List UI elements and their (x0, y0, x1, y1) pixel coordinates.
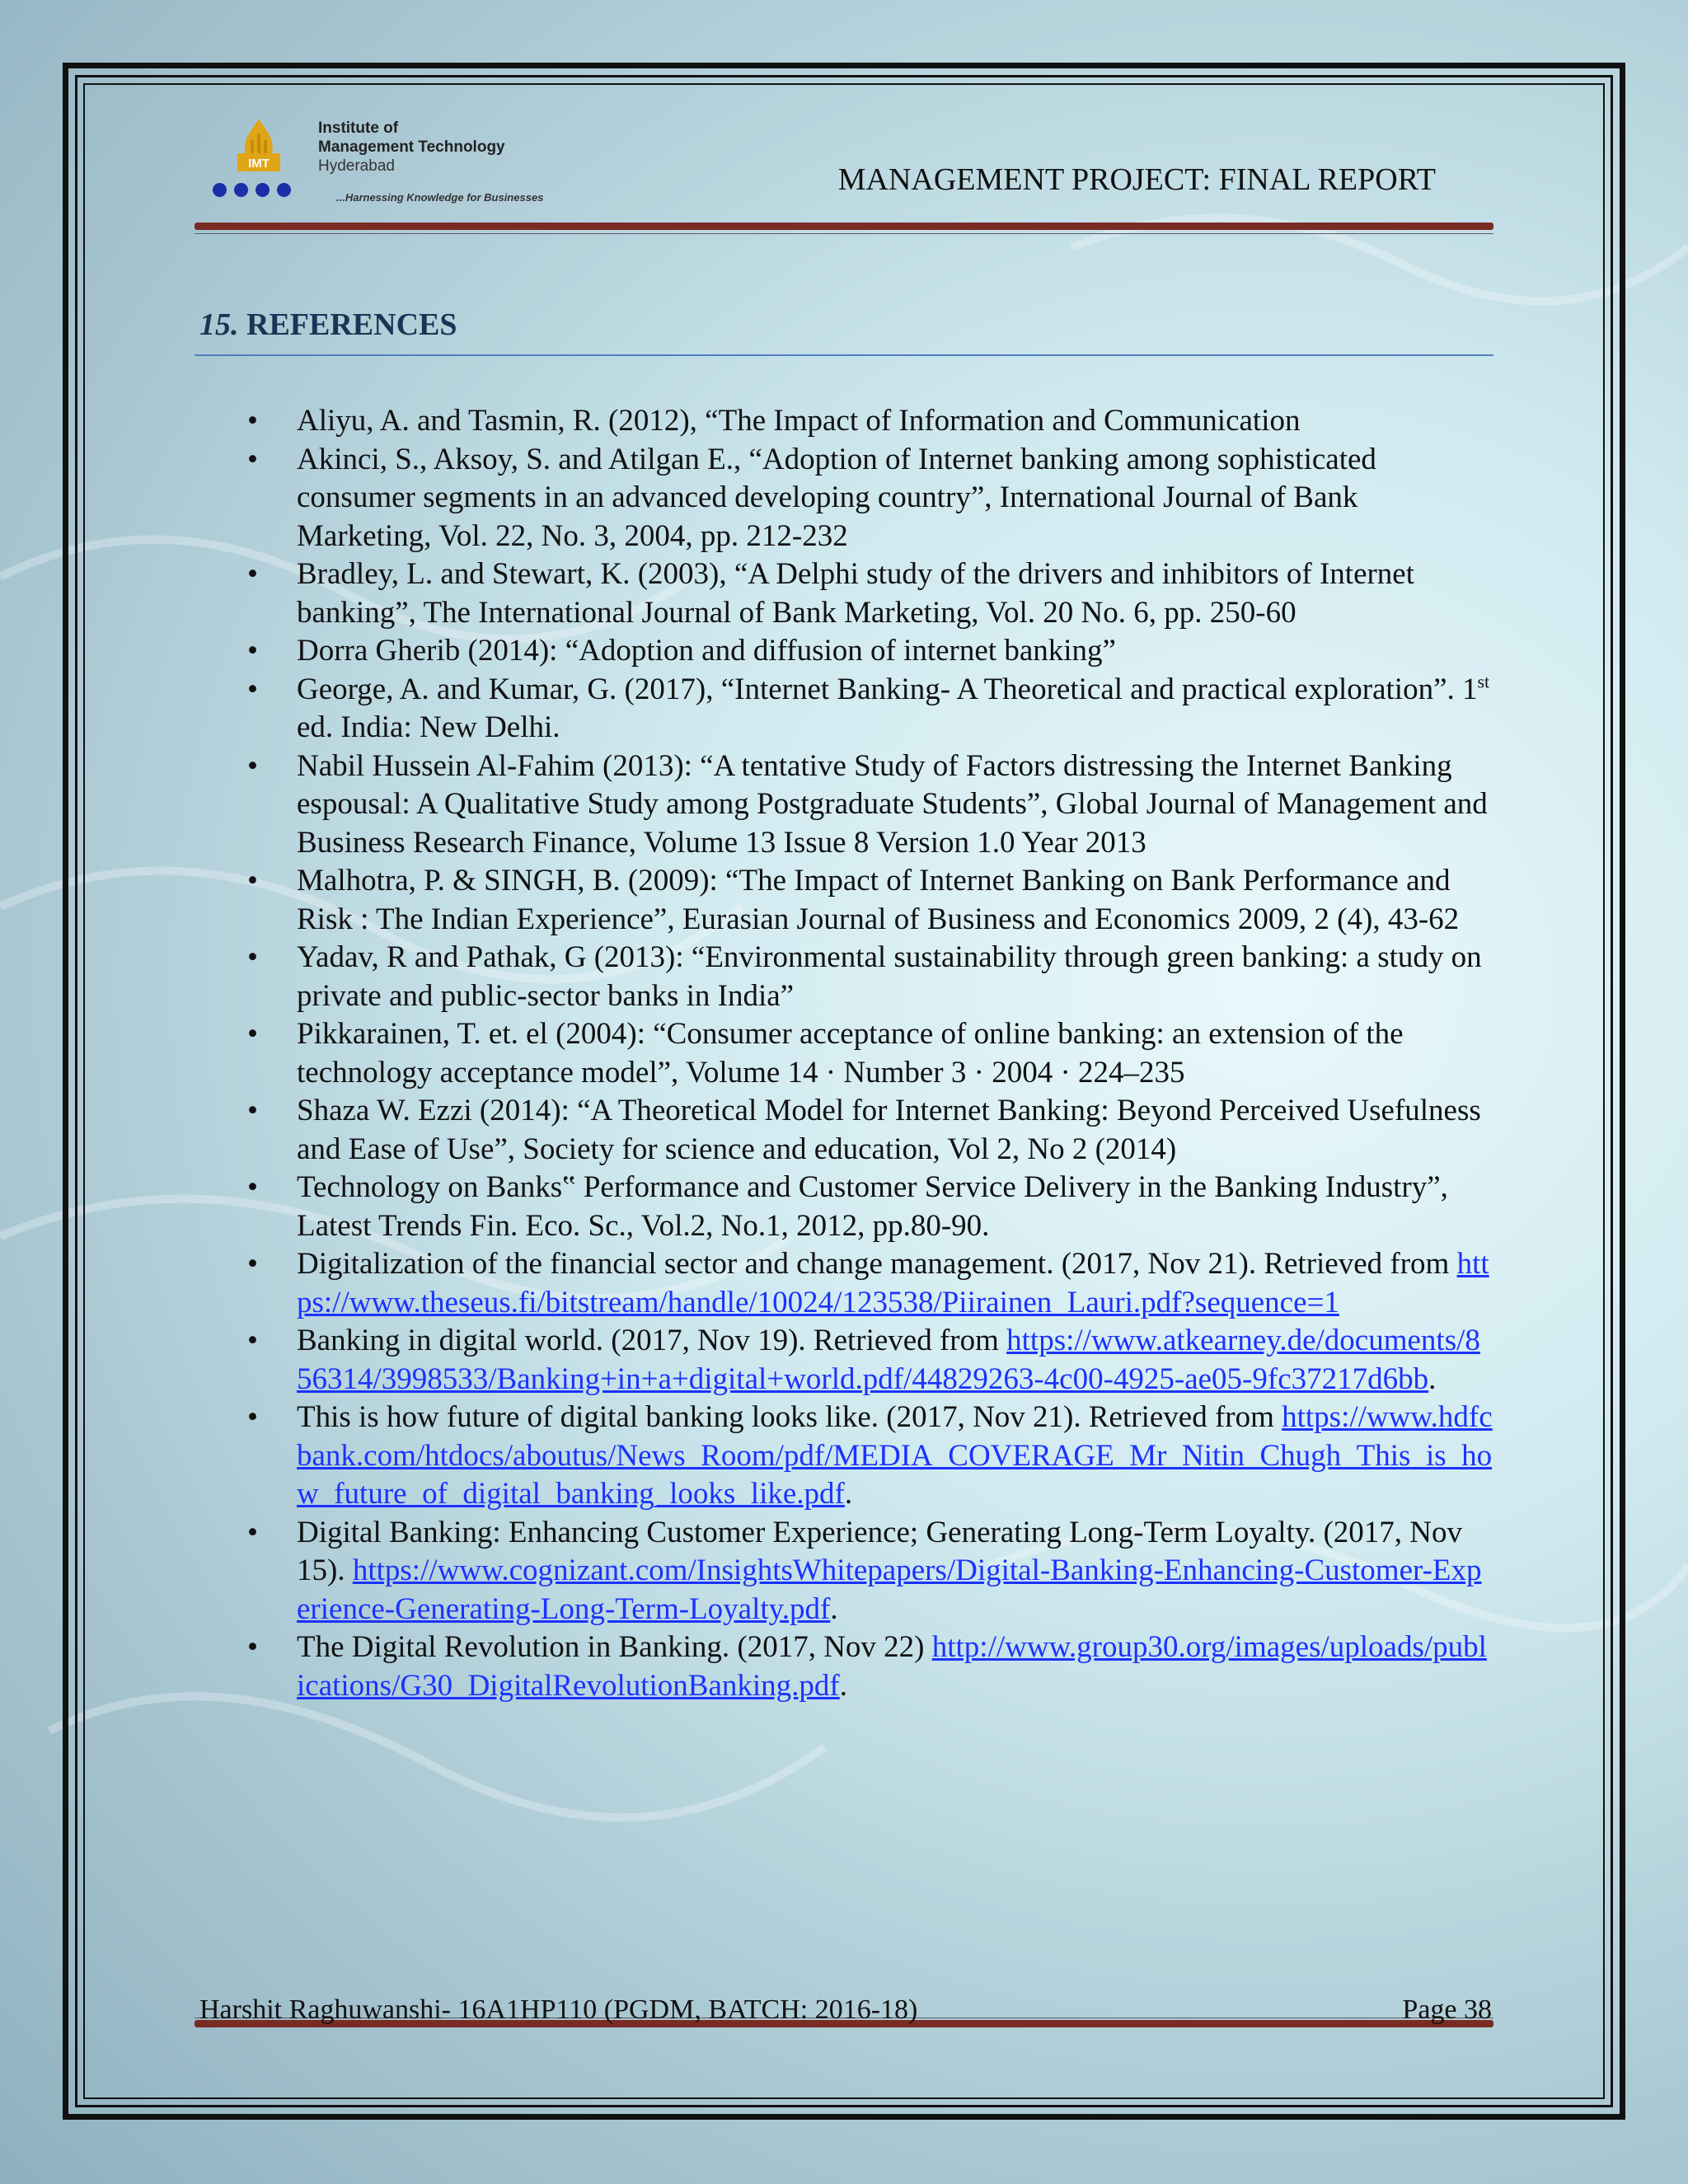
reference-text-suffix: . (839, 1668, 847, 1703)
logo-text (318, 119, 505, 176)
reference-link[interactable]: https://www.hdfcbank.com/htdocs/aboutus/News_Room/pdf/MEDIA_COVERAGE_Mr_Nitin_Chugh_This_is_how_future_of_digital_banking_looks_like.pdf (297, 1400, 1493, 1511)
reference-text: George, A. and Kumar, G. (2017), “Internet Banking- A Theoretical and practical exploration”. 1 (297, 672, 1478, 706)
reference-text-suffix: . (830, 1591, 838, 1626)
reference-text: Banking in digital world. (2017, Nov 19). Retrieved from (297, 1324, 1007, 1357)
reference-link[interactable]: http://www.group30.org/images/uploads/publications/G30_DigitalRevolutionBanking.pdf (297, 1630, 1487, 1703)
reference-item (199, 1322, 1493, 1399)
section-title: REFERENCES (246, 307, 457, 342)
references-list (199, 402, 1493, 1705)
reference-text: Nabil Hussein Al-Fahim (2013): “A tentative Study of Factors distressing the Internet Banking espousal: A Qualitative Study among Postgraduate Students”, Global Journal of Management and Business Research Finance, Volume 13 Issue 8 Version 1.0 Year 2013 (297, 748, 1488, 860)
reference-item (199, 1169, 1493, 1245)
reference-text: Digitalization of the financial sector and change management. (2017, Nov 21). Retrieved from (297, 1247, 1457, 1281)
reference-text: Aliyu, A. and Tasmin, R. (2012), “The Impact of Information and Communication (297, 404, 1301, 438)
footer-author: Harshit Raghuwanshi- 16A1HP110 (PGDM, BATCH: 2016-18) (199, 1994, 918, 2025)
reference-text: Yadav, R and Pathak, G (2013): “Environmental sustainability through green banking: a study on private and public-sector banks in India” (297, 940, 1482, 1013)
reference-item (199, 1245, 1493, 1322)
institute-logo (213, 115, 584, 210)
logo-line-3: Hyderabad (318, 157, 395, 175)
imt-emblem-icon (234, 115, 284, 180)
section-heading (199, 307, 457, 343)
reference-text: Dorra Gherib (2014): “Adoption and diffusion of internet banking” (297, 634, 1116, 668)
logo-tagline: ...Harnessing Knowledge for Businesses (336, 191, 544, 204)
logo-dot (213, 183, 227, 197)
reference-text: Technology on Banks‟ Performance and Customer Service Delivery in the Banking Industry”, Latest Trends Fin. Eco. Sc., Vol.2, No.1, 2012, pp.80-90. (297, 1170, 1448, 1243)
logo-line-1: Institute of (318, 120, 399, 137)
reference-text-suffix: . (844, 1477, 853, 1511)
reference-item (199, 1092, 1493, 1169)
reference-item (199, 1399, 1493, 1514)
reference-text: The Digital Revolution in Banking. (2017, Nov 22) (297, 1630, 932, 1664)
reference-text-suffix: ed. India: New Delhi. (297, 710, 560, 744)
reference-item (199, 441, 1493, 556)
header-rule-thin (195, 233, 1493, 234)
reference-text: Malhotra, P. & SINGH, B. (2009): “The Impact of Internet Banking on Bank Performance and Risk : The Indian Experience”, Eurasian Journal of Business and Economics 2009, 2 (4), 43-62 (297, 864, 1460, 936)
reference-text: This is how future of digital banking looks like. (2017, Nov 21). Retrieved from (297, 1400, 1282, 1434)
reference-text: Pikkarainen, T. et. el (2004): “Consumer acceptance of online banking: an extension of the technology acceptance model”, Volume 14 · Number 3 · 2004 · 224–235 (297, 1017, 1404, 1090)
logo-dot (256, 183, 270, 197)
reference-item (199, 555, 1493, 632)
reference-text: Digital Banking: Enhancing Customer Experience; Generating Long-Term Loyalty. (2017, Nov 15). (297, 1515, 1463, 1587)
reference-item (199, 671, 1493, 748)
reference-text: Bradley, L. and Stewart, K. (2003), “A Delphi study of the drivers and inhibitors of Internet banking”, The International Journal of Bank Marketing, Vol. 20 No. 6, pp. 250-60 (297, 557, 1415, 630)
header-rule-thick (195, 223, 1493, 230)
reference-item (199, 1015, 1493, 1092)
logo-dot (277, 183, 291, 197)
reference-link[interactable]: https://www.theseus.fi/bitstream/handle/10024/123538/Piirainen_Lauri.pdf?sequence=1 (297, 1247, 1489, 1319)
reference-link[interactable]: https://www.atkearney.de/documents/856314/3998533/Banking+in+a+digital+world.pdf/44829263-4c00-4925-ae05-9fc37217d6bb (297, 1324, 1480, 1396)
reference-text: Shaza W. Ezzi (2014): “A Theoretical Model for Internet Banking: Beyond Perceived Usefulness and Ease of Use”, Society for science and education, Vol 2, No 2 (2014) (297, 1094, 1481, 1166)
footer-page-number: Page 38 (1402, 1994, 1492, 2025)
heading-underline (195, 354, 1493, 356)
reference-text-suffix: . (1428, 1361, 1437, 1396)
logo-dot (234, 183, 248, 197)
reference-text: Akinci, S., Aksoy, S. and Atilgan E., “Adoption of Internet banking among sophisticated consumer segments in an advanced developing country”, International Journal of Bank Marketing, Vol. 22, No. 3, 2004, pp. 212-232 (297, 442, 1376, 553)
reference-item (199, 402, 1493, 441)
section-number: 15. (199, 307, 239, 342)
page-header-title: MANAGEMENT PROJECT: FINAL REPORT (837, 162, 1436, 197)
reference-item (199, 1514, 1493, 1629)
reference-item (199, 632, 1493, 671)
logo-line-2: Management Technology (318, 138, 505, 156)
reference-item (199, 939, 1493, 1015)
reference-item (199, 862, 1493, 939)
emblem-label: IMT (248, 157, 270, 171)
reference-item (199, 748, 1493, 863)
logo-dots (213, 183, 291, 197)
reference-item (199, 1629, 1493, 1705)
reference-superscript: st (1477, 671, 1490, 692)
reference-link[interactable]: https://www.cognizant.com/InsightsWhitepapers/Digital-Banking-Enhancing-Customer-Experience-Generating-Long-Term-Loyalty.pdf (297, 1554, 1482, 1626)
